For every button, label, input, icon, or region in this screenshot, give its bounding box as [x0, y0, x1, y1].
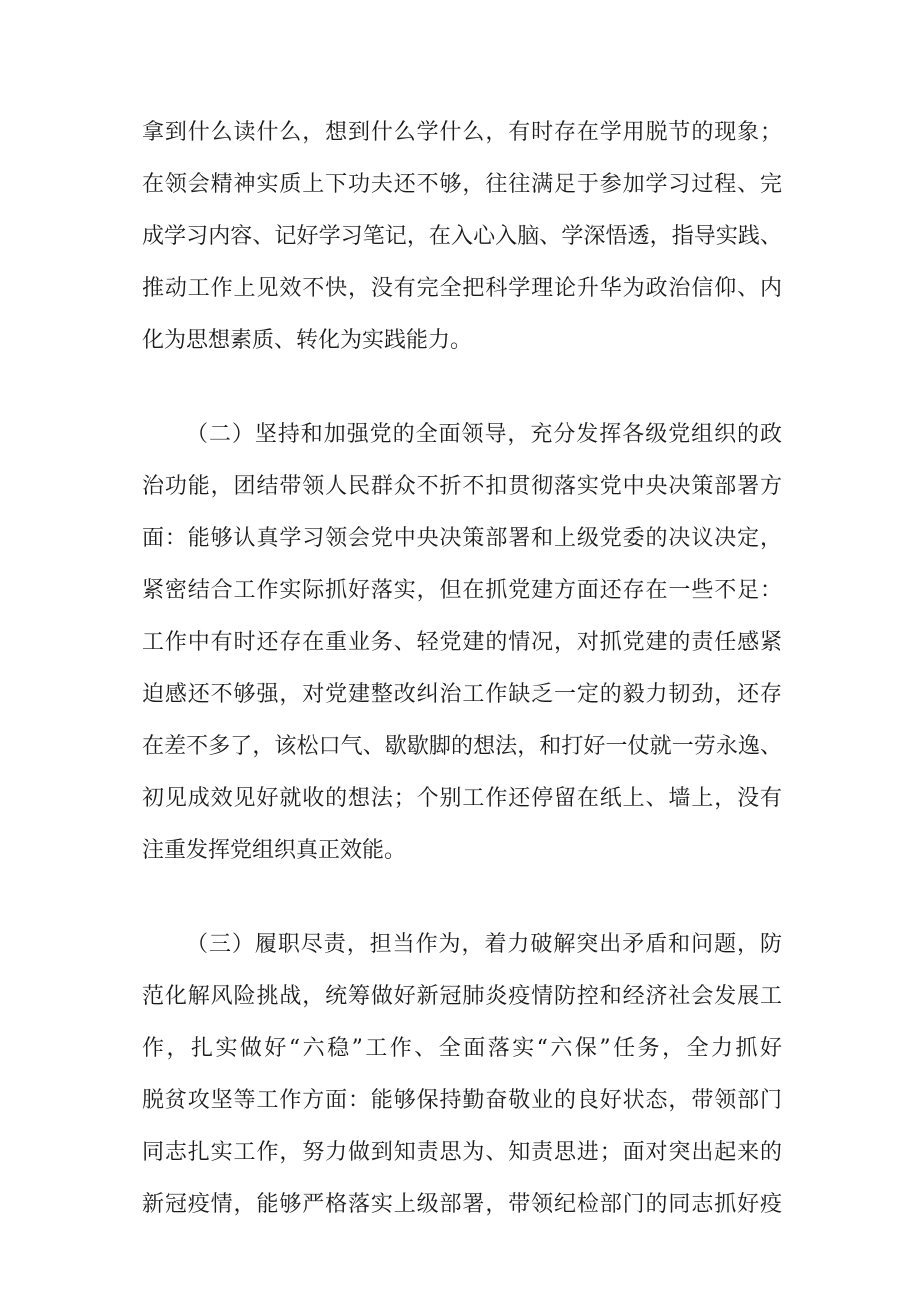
- paragraph-2-line-8: 初见成效见好就收的想法；个别工作还停留在纸上、墙上，没有: [142, 786, 782, 811]
- paragraph-1-line-3: 成学习内容、记好学习笔记，在入心入脑、学深悟透，指导实践、: [142, 224, 782, 249]
- paragraph-1-line-1: 拿到什么读什么，想到什么学什么，有时存在学用脱节的现象；: [142, 120, 782, 145]
- paragraph-2-line-4: 紧密结合工作实际抓好落实，但在抓党建方面还存在一些不足：: [142, 578, 782, 603]
- paragraph-3-line-1: （三）履职尽责，担当作为，着力破解突出矛盾和问题，防: [186, 932, 782, 957]
- paragraph-2-line-3: 面：能够认真学习领会党中央决策部署和上级党委的决议决定，: [142, 526, 782, 551]
- paragraph-3-line-2: 范化解风险挑战，统筹做好新冠肺炎疫情防控和经济社会发展工: [142, 984, 782, 1009]
- paragraph-2-line-6: 迫感还不够强，对党建整改纠治工作缺乏一定的毅力韧劲，还存: [142, 682, 782, 707]
- paragraph-2-line-7: 在差不多了，该松口气、歇歇脚的想法，和打好一仗就一劳永逸、: [142, 734, 782, 759]
- paragraph-3-line-5: 同志扎实工作，努力做到知责思为、知责思进；面对突出起来的: [142, 1140, 782, 1165]
- paragraph-2-line-9: 注重发挥党组织真正效能。: [142, 838, 407, 863]
- paragraph-1-line-5: 化为思想素质、转化为实践能力。: [142, 328, 473, 353]
- paragraph-1-line-4: 推动工作上见效不快，没有完全把科学理论升华为政治信仰、内: [142, 276, 782, 301]
- paragraph-3-line-6: 新冠疫情，能够严格落实上级部署，带领纪检部门的同志抓好疫: [142, 1192, 782, 1217]
- paragraph-3-line-4: 脱贫攻坚等工作方面：能够保持勤奋敬业的良好状态，带领部门: [142, 1088, 782, 1113]
- paragraph-2-line-1: （二）坚持和加强党的全面领导，充分发挥各级党组织的政: [186, 422, 782, 447]
- paragraph-2-line-5: 工作中有时还存在重业务、轻党建的情况，对抓党建的责任感紧: [142, 630, 782, 655]
- paragraph-2-line-2: 治功能，团结带领人民群众不折不扣贯彻落实党中央决策部署方: [142, 474, 782, 499]
- paragraph-3-line-3: 作，扎实做好“六稳”工作、全面落实“六保”任务，全力抓好: [142, 1036, 782, 1061]
- paragraph-1-line-2: 在领会精神实质上下功夫还不够，往往满足于参加学习过程、完: [142, 172, 782, 197]
